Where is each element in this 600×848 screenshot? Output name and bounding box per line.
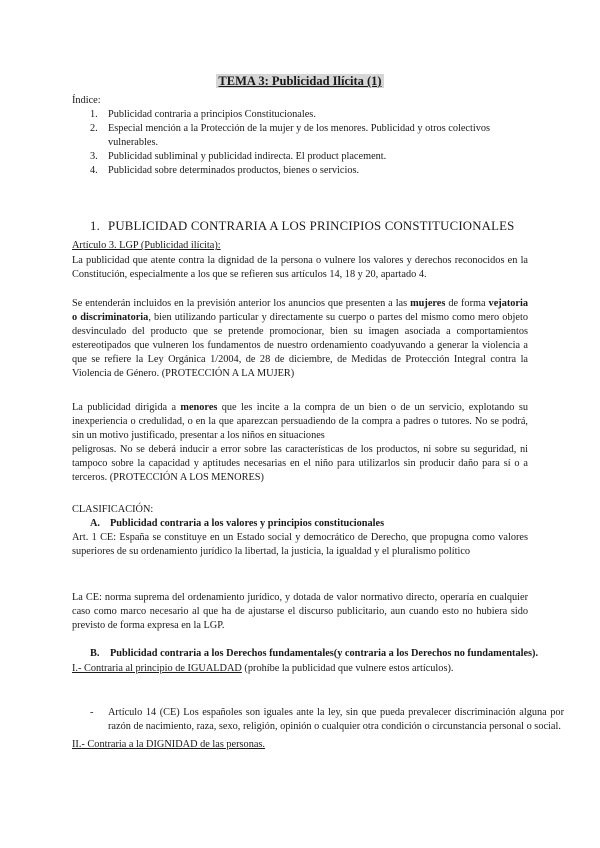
indice-section (72, 94, 528, 178)
paragraph-ce: La CE: norma suprema del ordenamiento jurídico, y dotada de valor normativo directo, operaría en cualquier caso como marco necesario al que ha de ajustarse el discurso publicitario, aun cuando esto no hubiera sido previsto de forma expresa en la LGP. (72, 592, 528, 631)
section-heading: 1. PUBLICIDAD CONTRARIA A LOS PRINCIPIOS CONSTITUCIONALES (90, 219, 515, 233)
dignidad-heading: II.- Contraria a la DIGNIDAD de las personas. (72, 739, 266, 750)
indice-item: 4. Publicidad sobre determinados productos, bienes o servicios. (90, 165, 360, 176)
clasificacion-label: CLASIFICACIÓN: (72, 504, 154, 515)
paragraph-menores: La publicidad dirigida a menores que les incite a la compra de un bien o de un servicio, explotando su inexperiencia o credulidad, o en la que aparezcan persuadiendo de la compra a padres o tutores. No se podrá, sin un motivo justificado, presentar a los niños en situaciones peligrosas. No se deberá inducir a error sobre las características de los productos, ni sobre su seguridad, ni tampoco sobre la capacidad y aptitudes necesarias en el niño para utilizarlos sin producir daño para sí o a terceros. (PROTECCIÓN A LOS MENORES) (72, 402, 528, 483)
list-item-art14: - Artículo 14 (CE) Los españoles son iguales ante la ley, sin que pueda prevalecer discriminación alguna por razón de nacimiento, raza, sexo, religión, opinión o cualquier otra condición o circunstancia personal o social. (90, 707, 564, 732)
indice-item: 2. Especial mención a la Protección de la mujer y de los menores. Publicidad y otros colectivos vulnerables. (90, 123, 491, 148)
subheading-a: A. Publicidad contraria a los valores y principios constitucionales (90, 518, 385, 529)
paragraph-art1: Art. 1 CE: España se constituye en un Estado social y democrático de Derecho, que propugna como valores superiores de su ordenamiento jurídico la libertad, la justicia, la igualdad y el pluralismo político (72, 532, 528, 557)
indice-item: 1. Publicidad contraria a principios Constitucionales. (90, 109, 316, 120)
indice-label: Índice: (72, 95, 101, 106)
indice-list (72, 108, 528, 178)
subheading-b: B. Publicidad contraria a los Derechos fundamentales(y contraria a los Derechos no fundamentales). (90, 648, 539, 659)
document-title: TEMA 3: Publicidad Ilícita (1) (218, 74, 382, 88)
articulo-label: Artículo 3. LGP (Publicidad ilícita): (72, 240, 221, 251)
paragraph-mujer: Se entenderán incluidos en la previsión anterior los anuncios que presenten a las mujeres de forma vejatoria o discriminatoria, bien utilizando particular y directamente su cuerpo o partes del mismo como mero objeto desvinculado del producto que se pretende promocionar, bien su imagen asociada a comportamientos estereotipados que vulneren los fundamentos de nuestro ordenamiento coadyuvando a generar la violencia a que se refiere la Ley Orgánica 1/2004, de 28 de diciembre, de Medidas de Protección Integral contra la Violencia de Género. (PROTECCIÓN A LA MUJER) (72, 298, 529, 379)
paragraph-dignidad: La publicidad que atente contra la dignidad de la persona o vulnere los valores y derechos reconocidos en la Constitución, especialmente a los que se refieren sus artículos 14, 18 y 20, apartado 4. (72, 255, 528, 280)
indice-item: 3. Publicidad subliminal y publicidad indirecta. El product placement. (90, 151, 387, 162)
igualdad-heading: I.- Contraria al principio de IGUALDAD (prohíbe la publicidad que vulnere estos artículos). (72, 663, 454, 674)
